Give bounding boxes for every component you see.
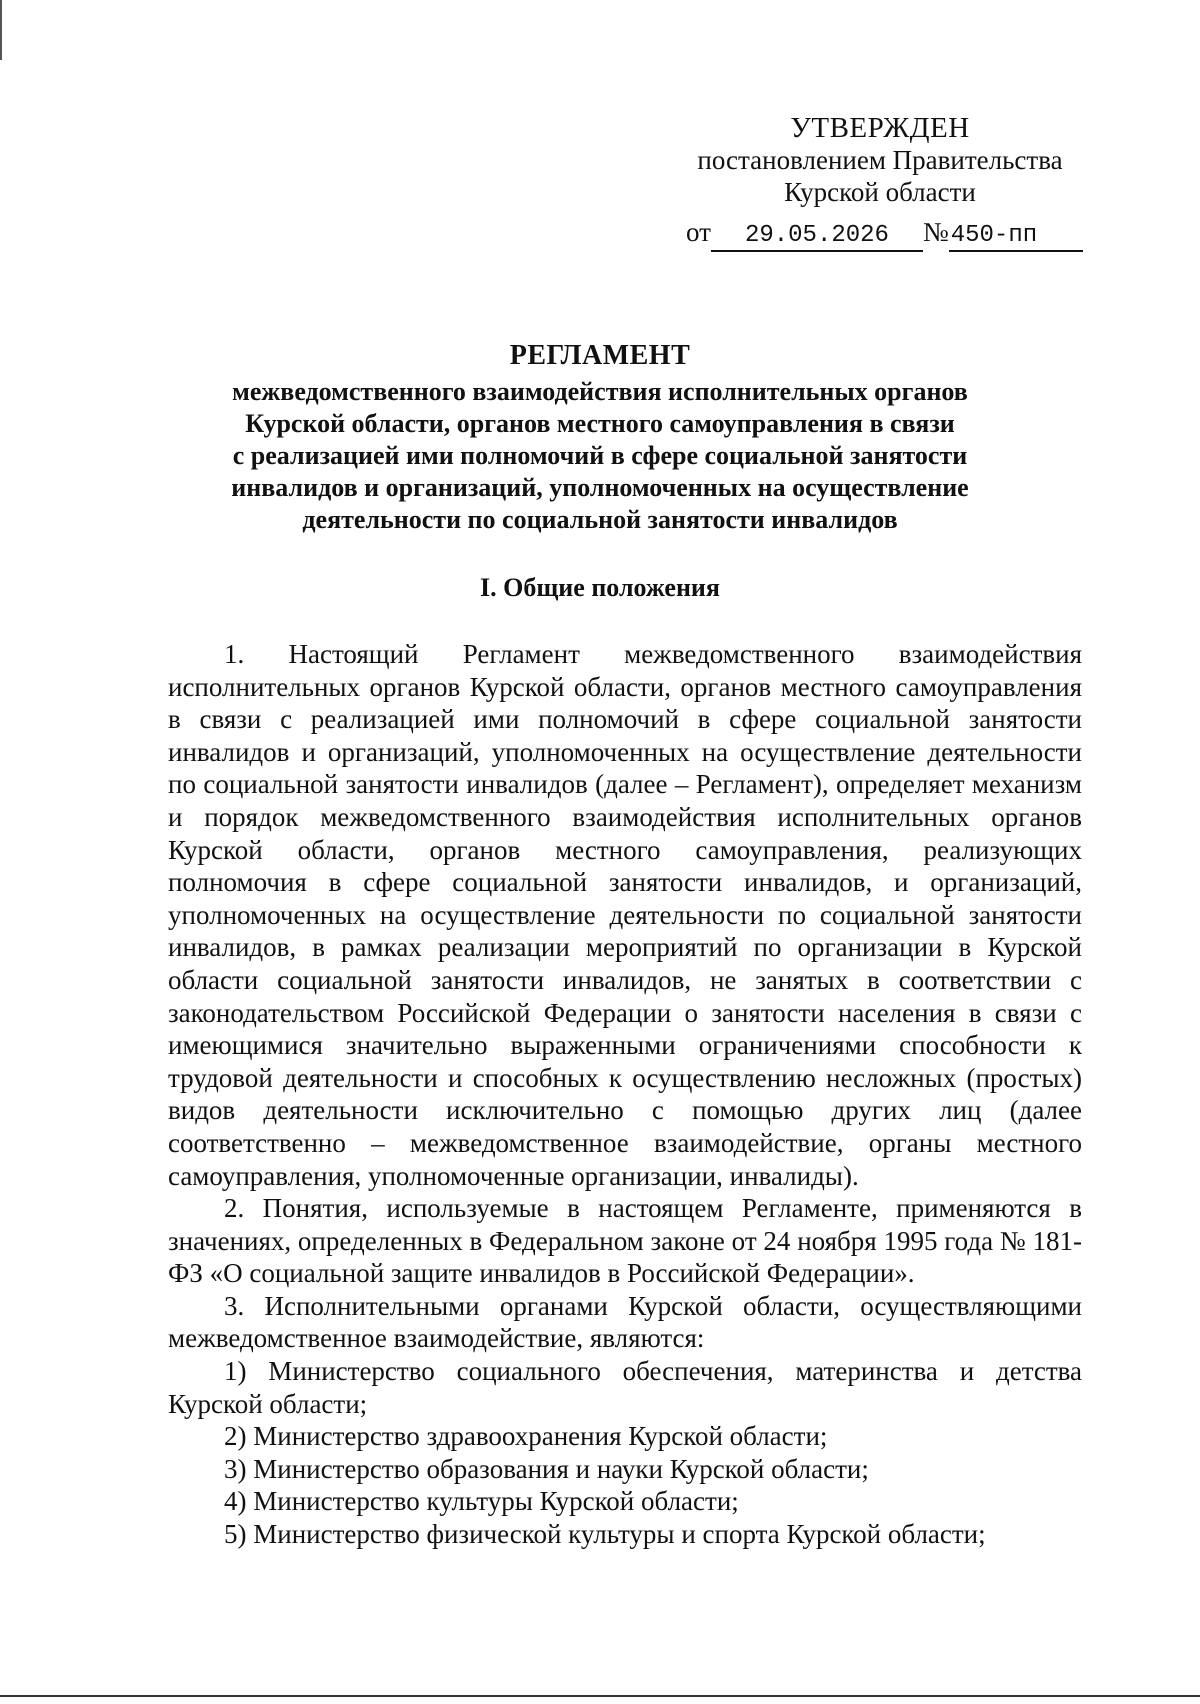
document-title-block — [170, 340, 1030, 536]
paragraph: 3. Исполнительными органами Курской области, осуществляющими межведомственное взаимодействие, являются: — [168, 1290, 1082, 1354]
approval-stamp: УТВЕРЖДЕН — [790, 112, 970, 144]
number-prefix: № — [922, 217, 949, 247]
paragraph: 2. Понятия, используемые в настоящем Регламенте, применяются в значениях, определенных в Федеральном законе от 24 ноября 1995 года № 181-ФЗ «О социальной защите инвалидов в Российской Федерации». — [168, 1193, 1082, 1289]
section-heading: I. Общие положения — [480, 573, 720, 602]
title-line: инвалидов и организаций, уполномоченных на осуществление — [231, 473, 969, 502]
list-item: 4) Министерство культуры Курской области; — [224, 1486, 739, 1517]
list-item: 3) Министерство образования и науки Курской области; — [224, 1453, 869, 1484]
approval-line-2: Курской области — [784, 177, 976, 207]
decree-date: 29.05.2026 — [711, 222, 923, 252]
approval-line-1: постановлением Правительства — [697, 145, 1063, 175]
scan-edge-bottom — [0, 1695, 1200, 1697]
paragraph: 1. Настоящий Регламент межведомственного взаимодействия исполнительных органов Курской области, органов местного самоуправления в связи с реализацией ими полномочий в сфере социальной занятости инвалидов и организаций, уполномоченных на осуществление деятельности по социальной занятости инвалидов (далее – Регламент), определяет механизм и порядок межведомственного взаимодействия исполнительных органов Курской области, органов местного самоуправления, реализующих полномочия в сфере социальной занятости инвалидов, и организаций, уполномоченных на осуществление деятельности по социальной занятости инвалидов, в рамках реализации мероприятий по организации в Курской области социальной занятости инвалидов, не занятых в соответствии с законодательством Российской Федерации о занятости населения в связи с имеющимися значительно выраженными ограничениями способности к трудовой деятельности и способных к осуществлению несложных (простых) видов деятельности исключительно с помощью других лиц (далее соответственно – межведомственное взаимодействие, органы местного самоуправления, уполномоченные организации, инвалиды). — [168, 639, 1082, 1191]
approval-block — [680, 112, 1080, 208]
document-title: РЕГЛАМЕНТ — [509, 340, 691, 371]
list-item: 5) Министерство физической культуры и спорта Курской области; — [224, 1519, 986, 1550]
title-line: деятельности по социальной занятости инвалидов — [302, 505, 898, 534]
title-line: межведомственного взаимодействия исполнительных органов — [232, 377, 968, 406]
document-body — [168, 638, 1082, 1551]
list-item: 2) Министерство здравоохранения Курской области; — [224, 1421, 828, 1452]
title-line: Курской области, органов местного самоуправления в связи — [245, 409, 955, 438]
date-prefix: от — [686, 217, 711, 247]
decree-number: 450-пп — [949, 222, 1083, 252]
decree-reference — [686, 216, 1083, 252]
scan-edge-left — [0, 0, 2, 60]
title-line: с реализацией ими полномочий в сфере социальной занятости — [232, 441, 968, 470]
list-item: 1) Министерство социального обеспечения, материнства и детства Курской области; — [168, 1356, 1082, 1419]
